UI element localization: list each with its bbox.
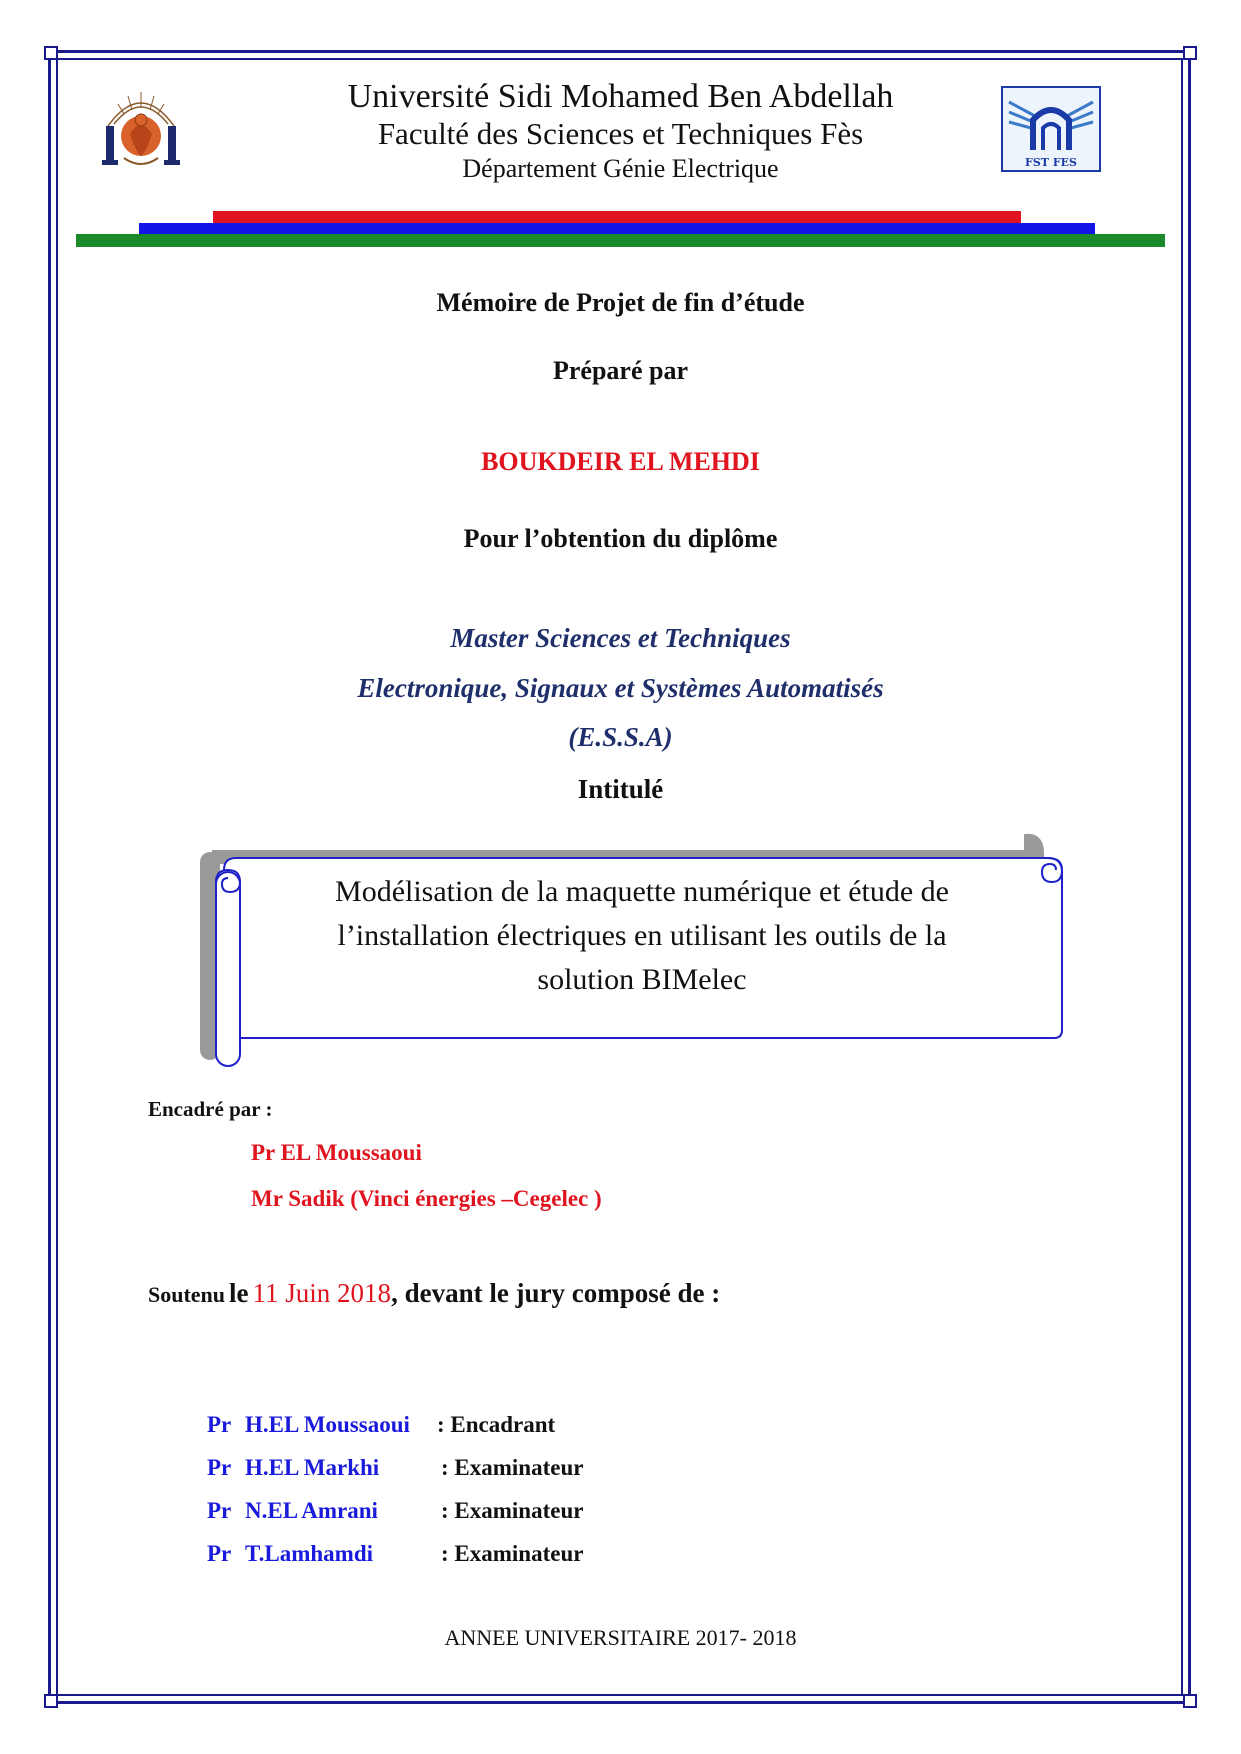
- header-bar-green: [76, 234, 1165, 247]
- jury-member-title: Pr: [207, 1541, 232, 1566]
- supervisor-2: Mr Sadik (Vinci énergies –Cegelec ): [251, 1186, 602, 1211]
- defense-jury-text: , devant le jury composé de :: [391, 1278, 721, 1308]
- jury-member-row: [207, 1541, 584, 1567]
- department-name: Département Génie Electrique: [462, 154, 779, 183]
- jury-member-name: N.EL Amrani: [245, 1498, 378, 1523]
- master-line-2: Electronique, Signaux et Systèmes Automatisés: [357, 673, 884, 703]
- defense-line: [148, 1278, 720, 1309]
- frame-corner-tr: [1183, 46, 1197, 60]
- jury-member-row: [207, 1455, 584, 1481]
- header-bar-blue: [139, 223, 1095, 234]
- jury-member-name: H.EL Moussaoui: [245, 1412, 410, 1437]
- academic-year: ANNEE UNIVERSITAIRE 2017- 2018: [444, 1625, 797, 1650]
- jury-member-role: : Examinateur: [441, 1455, 584, 1480]
- frame-corner-bl: [44, 1694, 58, 1708]
- jury-member-title: Pr: [207, 1498, 232, 1523]
- frame-corner-tl: [44, 46, 58, 60]
- diploma-label: Pour l’obtention du diplôme: [463, 524, 778, 553]
- author-name: BOUKDEIR EL MEHDI: [481, 447, 760, 476]
- jury-member-role: : Examinateur: [441, 1498, 584, 1523]
- thesis-title-line-1: Modélisation de la maquette numérique et étude de: [335, 875, 949, 908]
- thesis-title-line-3: solution BIMelec: [537, 963, 747, 996]
- defense-date: 11 Juin 2018: [252, 1278, 392, 1308]
- jury-member-row: [207, 1412, 556, 1438]
- master-line-1: Master Sciences et Techniques: [450, 623, 791, 653]
- intitule-label: Intitulé: [577, 774, 664, 804]
- jury-member-title: Pr: [207, 1455, 232, 1480]
- jury-member-title: Pr: [207, 1412, 232, 1437]
- supervised-by-label: Encadré par :: [148, 1097, 273, 1121]
- defense-soutenu: Soutenu: [148, 1282, 226, 1307]
- university-name: Université Sidi Mohamed Ben Abdellah: [347, 78, 894, 115]
- master-line-3: (E.S.S.A): [568, 722, 673, 752]
- fst-fes-logo-text: FST FES: [1025, 156, 1077, 169]
- faculty-name: Faculté des Sciences et Techniques Fès: [377, 116, 864, 151]
- header-bar-red: [213, 211, 1021, 223]
- jury-member-row: [207, 1498, 584, 1524]
- memoire-title: Mémoire de Projet de fin d’étude: [436, 288, 805, 317]
- thesis-title-line-2: l’installation électriques en utilisant les outils de la: [337, 919, 947, 952]
- frame-corner-br: [1183, 1694, 1197, 1708]
- defense-le: le: [229, 1278, 249, 1308]
- thesis-title: [262, 870, 1022, 1002]
- jury-member-name: T.Lamhamdi: [245, 1541, 374, 1566]
- jury-member-role: : Encadrant: [437, 1412, 556, 1437]
- supervisor-1: Pr EL Moussaoui: [251, 1140, 422, 1165]
- prepared-by-label: Préparé par: [552, 356, 688, 385]
- jury-member-role: : Examinateur: [441, 1541, 584, 1566]
- jury-member-name: H.EL Markhi: [245, 1455, 380, 1480]
